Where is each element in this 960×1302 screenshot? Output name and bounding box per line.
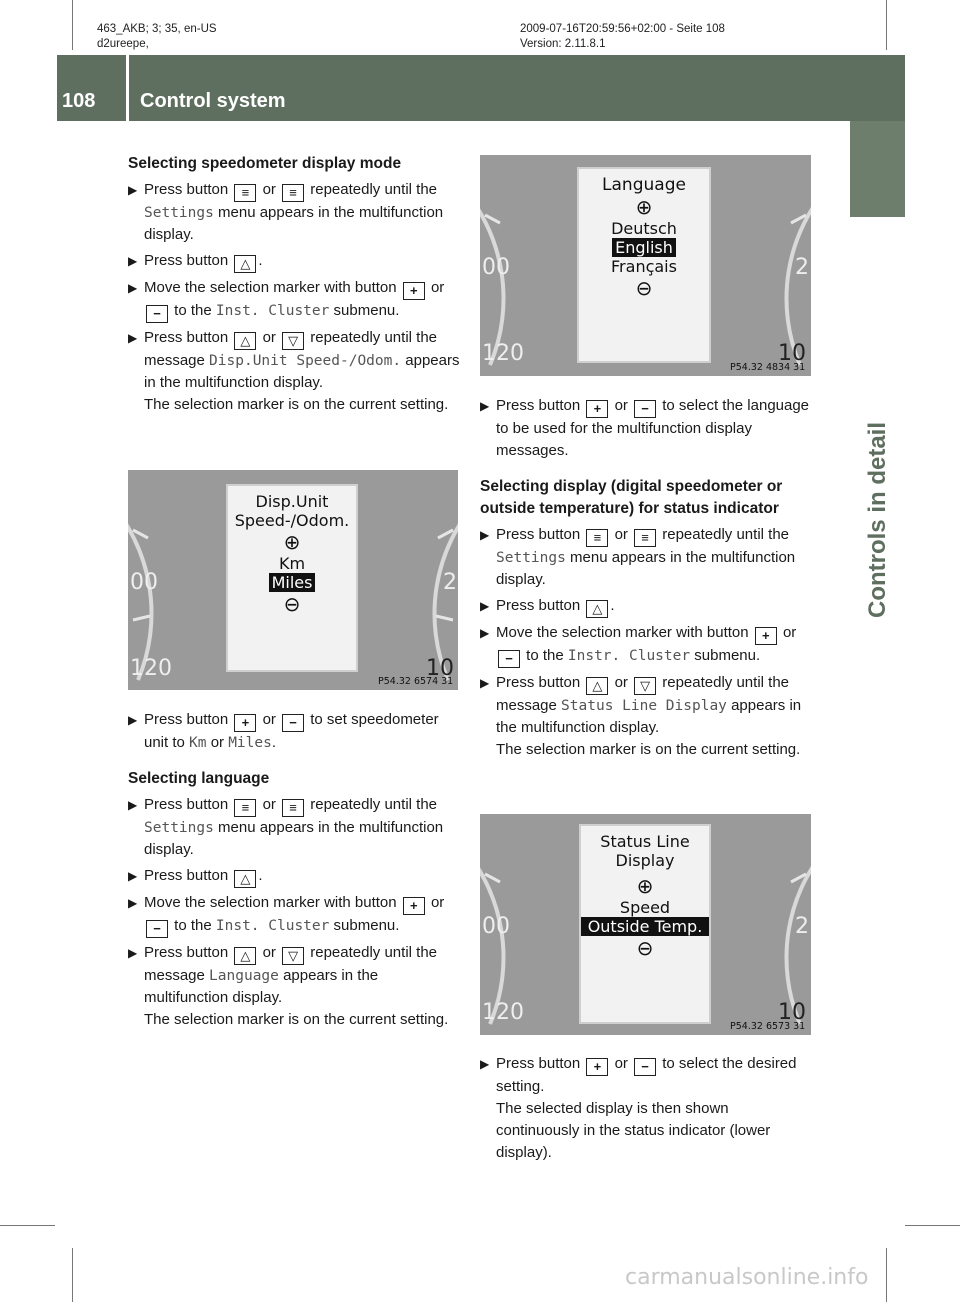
step-arrow-icon: ▶ — [128, 946, 138, 960]
up-key-icon: △ — [586, 677, 608, 695]
display-option: Km — [278, 554, 306, 573]
menu-forward-key-icon: ≡ — [282, 799, 304, 817]
submenu-name: Inst. Cluster — [215, 303, 330, 319]
plus-key-icon: + — [403, 897, 425, 915]
step: ▶ Press button △ . — [128, 867, 263, 886]
minus-key-icon: − — [634, 1058, 656, 1076]
print-meta-left — [97, 22, 217, 52]
step-arrow-icon: ▶ — [480, 626, 490, 640]
step-arrow-icon: ▶ — [128, 798, 138, 812]
display-line: Language — [602, 175, 686, 195]
step-arrow-icon: ▶ — [480, 528, 490, 542]
print-meta-right — [520, 22, 725, 52]
step: ▶ Press button ≡ or ≡ repeatedly until the Settings menu appears in the multifunction display. — [128, 796, 444, 858]
gauge-number: 120 — [130, 656, 172, 681]
step: ▶ Press button + or − to select the language to be used for the multifunction display messages. — [480, 397, 810, 459]
display-option-selected: English — [612, 238, 676, 257]
step-arrow-icon: ▶ — [480, 676, 490, 690]
section-heading: Selecting speedometer display mode — [128, 155, 402, 172]
multifunction-display — [579, 824, 711, 1024]
step: ▶ Press button △ or ▽ repeatedly until the message Language appears in the multifunction display. The selection marker is on the current setting. — [128, 944, 449, 1028]
minus-key-icon: − — [146, 920, 168, 938]
gauge-number: 00 — [482, 914, 510, 939]
multifunction-display — [577, 167, 711, 363]
plus-circle-icon: ⊕ — [635, 195, 653, 219]
right-column-text — [480, 395, 815, 765]
step: ▶ Press button △ or ▽ repeatedly until the message Disp.Unit Speed-/Odom. appears in the multifunction display. The selection marker is on the current setting. — [128, 329, 460, 413]
section-heading: Selecting language — [128, 770, 270, 787]
left-column-bottom — [128, 709, 460, 1035]
display-option-selected: Outside Temp. — [587, 917, 703, 936]
step-arrow-icon: ▶ — [480, 599, 490, 613]
step-arrow-icon: ▶ — [480, 1057, 490, 1071]
up-key-icon: △ — [234, 947, 256, 965]
plus-circle-icon: ⊕ — [283, 530, 301, 554]
right-column-bottom — [480, 1053, 815, 1168]
crop-mark — [886, 0, 887, 50]
step-arrow-icon: ▶ — [128, 896, 138, 910]
step-arrow-icon: ▶ — [128, 331, 138, 345]
step-arrow-icon: ▶ — [128, 183, 138, 197]
step-arrow-icon: ▶ — [128, 869, 138, 883]
display-line: Status Line — [600, 832, 690, 851]
display-option-selected: Miles — [269, 573, 316, 592]
watermark: carmanualsonline.info — [625, 1265, 869, 1290]
meta-left-line2: d2ureepe, — [97, 38, 149, 50]
crop-mark — [886, 1248, 887, 1302]
minus-key-icon: − — [282, 714, 304, 732]
minus-key-icon: − — [634, 400, 656, 418]
instrument-cluster-figure — [128, 470, 458, 690]
header-separator — [126, 55, 129, 121]
meta-left-line1: 463_AKB; 3; 35, en-US — [97, 23, 217, 35]
figure-code: P54.32 6573 31 — [730, 1021, 806, 1032]
down-key-icon: ▽ — [282, 947, 304, 965]
crop-mark — [72, 0, 73, 50]
minus-key-icon: − — [146, 305, 168, 323]
figure-code: P54.32 6574 31 — [378, 676, 454, 687]
minus-circle-icon: ⊖ — [283, 592, 301, 616]
step: ▶ Press button + or − to select the desired setting. The selected display is then shown continuously in the status indicator (lower display). — [480, 1055, 797, 1161]
page-title: Control system — [140, 90, 286, 112]
gauge-number: 10 — [778, 341, 806, 366]
menu-forward-key-icon: ≡ — [634, 529, 656, 547]
meta-right-line2: Version: 2.11.8.1 — [520, 38, 606, 50]
plus-key-icon: + — [403, 282, 425, 300]
step: ▶ Move the selection marker with button + or − to the Instr. Cluster submenu. — [480, 624, 797, 666]
gauge-number: 00 — [482, 255, 510, 280]
plus-key-icon: + — [234, 714, 256, 732]
up-key-icon: △ — [234, 870, 256, 888]
gauge-number: 10 — [426, 656, 454, 681]
display-line: Disp.Unit — [255, 492, 329, 511]
step: ▶ Press button ≡ or ≡ repeatedly until the Settings menu appears in the multifunction display. — [480, 526, 796, 588]
gauge-number: 2 — [795, 914, 809, 939]
display-option: Français — [611, 257, 677, 276]
menu-forward-key-icon: ≡ — [282, 184, 304, 202]
up-key-icon: △ — [234, 332, 256, 350]
display-line: Speed-/Odom. — [234, 511, 350, 530]
step-arrow-icon: ▶ — [480, 399, 490, 413]
multifunction-display — [226, 484, 358, 672]
status-line-figure — [480, 814, 811, 1035]
left-column-top — [128, 153, 460, 420]
section-heading: Selecting display (digital speedometer or outside temperature) for status indicator — [480, 478, 783, 517]
crop-mark — [905, 1225, 960, 1226]
language-display-figure — [480, 155, 811, 376]
crop-mark — [72, 1248, 73, 1302]
step: ▶ Move the selection marker with button + or − to the Inst. Cluster submenu. — [128, 894, 445, 936]
up-key-icon: △ — [234, 255, 256, 273]
step: ▶ Press button △ or ▽ repeatedly until the message Status Line Display appears in the multifunction display. The selection marker is on the current setting. — [480, 674, 802, 758]
side-tab-block — [850, 121, 905, 217]
plus-key-icon: + — [586, 400, 608, 418]
meta-right-line1: 2009-07-16T20:59:56+02:00 - Seite 108 — [520, 23, 725, 35]
plus-key-icon: + — [586, 1058, 608, 1076]
side-tab — [850, 121, 905, 1201]
step-arrow-icon: ▶ — [128, 254, 138, 268]
plus-key-icon: + — [755, 627, 777, 645]
menu-back-key-icon: ≡ — [586, 529, 608, 547]
display-line: Display — [615, 851, 675, 870]
figure-code: P54.32 4834 31 — [730, 362, 806, 373]
minus-circle-icon: ⊖ — [636, 936, 654, 960]
menu-back-key-icon: ≡ — [234, 184, 256, 202]
crop-mark — [0, 1225, 55, 1226]
plus-circle-icon: ⊕ — [636, 874, 654, 898]
gauge-number: 120 — [482, 341, 524, 366]
page-number: 108 — [62, 90, 96, 112]
gauge-number: 10 — [778, 1000, 806, 1025]
step: ▶ Press button + or − to set speedometer unit to Km or Miles. — [128, 711, 439, 751]
minus-circle-icon: ⊖ — [635, 276, 653, 300]
minus-key-icon: − — [498, 650, 520, 668]
display-option: Speed — [619, 898, 671, 917]
gauge-number: 00 — [130, 570, 158, 595]
up-key-icon: △ — [586, 600, 608, 618]
gauge-number: 2 — [795, 255, 809, 280]
step: ▶ Press button ≡ or ≡ repeatedly until the Settings menu appears in the multifunction display. — [128, 181, 444, 243]
gauge-number: 2 — [443, 570, 457, 595]
step-arrow-icon: ▶ — [128, 713, 138, 727]
down-key-icon: ▽ — [282, 332, 304, 350]
message-name: Disp.Unit Speed-/Odom. — [209, 353, 402, 369]
step: ▶ Move the selection marker with button + or − to the Inst. Cluster submenu. — [128, 279, 445, 321]
gauge-number: 120 — [482, 1000, 524, 1025]
down-key-icon: ▽ — [634, 677, 656, 695]
step: ▶ Press button △ . — [128, 252, 263, 271]
side-tab-label: Controls in detail — [864, 421, 891, 619]
step: ▶ Press button △ . — [480, 597, 615, 616]
menu-back-key-icon: ≡ — [234, 799, 256, 817]
display-option: Deutsch — [611, 219, 677, 238]
menu-name: Settings — [144, 205, 214, 221]
step-arrow-icon: ▶ — [128, 281, 138, 295]
